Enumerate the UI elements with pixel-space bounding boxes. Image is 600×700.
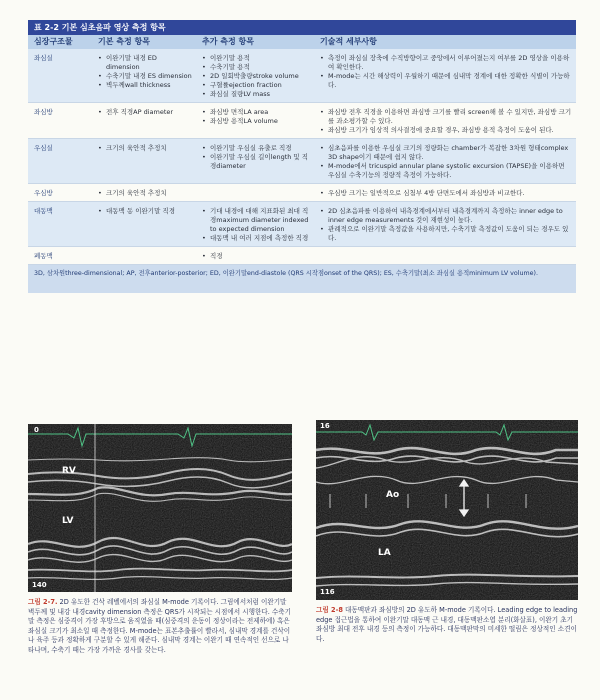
list-item: • 2D 일회박출량stroke volume bbox=[202, 72, 310, 81]
lv-mmode-trace bbox=[28, 424, 292, 592]
detail-items bbox=[314, 139, 576, 183]
list-item: • 우심방 크기는 일반적으로 심첨부 4방 단면도에서 좌심방과 비교한다. bbox=[320, 189, 572, 198]
extra-items bbox=[196, 139, 314, 183]
lv-mmode-image bbox=[28, 424, 292, 592]
fig1-bottom-scale: 140 bbox=[32, 581, 47, 589]
list-item: • 크기의 육안적 추정치 bbox=[98, 189, 192, 198]
ao-la-mmode-trace bbox=[316, 420, 578, 600]
list-item: • 직경 bbox=[202, 252, 310, 261]
structure-name: 폐동맥 bbox=[34, 252, 53, 260]
list-item: • 이완기말 내경 ED dimension bbox=[98, 54, 192, 72]
detail-items bbox=[314, 202, 576, 246]
list-item: • 측정이 좌심실 장축에 수직방향이고 중앙에서 이루어졌는지 여부를 2D 영상을 이용하여 확인한다. bbox=[320, 54, 572, 72]
fig1-label-rv: RV bbox=[62, 466, 76, 476]
list-item: • 수축기말 내경 ES dimension bbox=[98, 72, 192, 81]
list-item: • 전후 직경AP diameter bbox=[98, 108, 192, 117]
extra-items bbox=[196, 184, 314, 201]
list-item: • 대동맥 동 이완기말 직경 bbox=[98, 207, 192, 216]
table-row bbox=[28, 184, 576, 202]
list-item: • 2D 심초음파를 이용하여 내측경계에서부터 내측경계까지 측정하는 inner edge to inner edge measurements 것이 재현성이 높다. bbox=[320, 207, 572, 225]
list-item: • 관례적으로 이완기말 측정값을 사용하지만, 수축기말 측정값이 도움이 되는 경우도 있다. bbox=[320, 225, 572, 243]
table-title: 표 2-2 기본 심초음파 영상 측정 항목 bbox=[28, 20, 576, 35]
list-item: • 기대 내경에 대해 지표화된 최대 직경maximum diameter indexed to expected dimension bbox=[202, 207, 310, 234]
list-item: • 좌심방 면적LA area bbox=[202, 108, 310, 117]
basic-items bbox=[92, 247, 196, 264]
list-item: • 좌심방 크기가 임상적 의사결정에 중요할 경우, 좌심방 용적 측정이 도움이 된다. bbox=[320, 126, 572, 135]
list-item: • 좌심방 전후 직경을 이용하면 좌심방 크기를 빨리 screen해 볼 수 있지만, 좌심방 크기를 과소평가할 수 있다. bbox=[320, 108, 572, 126]
fig1-label-lv: LV bbox=[62, 516, 74, 526]
extra-items bbox=[196, 247, 314, 264]
table-row bbox=[28, 139, 576, 184]
structure-name: 좌심방 bbox=[34, 108, 53, 116]
structure-name: 좌심실 bbox=[34, 54, 53, 62]
list-item: • 좌심방 용적LA volume bbox=[202, 117, 310, 126]
detail-items bbox=[314, 49, 576, 102]
table-row bbox=[28, 202, 576, 247]
header-detail: 기술적 세부사항 bbox=[320, 37, 377, 46]
structure-name: 우심실 bbox=[34, 144, 53, 152]
fig2-caption-text: 대동맥판과 좌심방의 2D 유도하 M-mode 기록이다. Leading edge to leading edge 접근법을 통하여 이완기말 대동맥 근 내경, 대동맥판소엽 분리(화살표), 이완기 초기 좌심방 최대 전후 내경 등의 측정이 가능하다. 대동맥판막의 미세한 떨림은 정상적인 소견이다. bbox=[316, 606, 578, 643]
list-item: • 좌심실 질량LV mass bbox=[202, 90, 310, 99]
header-extra: 추가 측정 항목 bbox=[202, 37, 254, 46]
fig2-label-la: LA bbox=[378, 548, 391, 558]
structure-name: 우심방 bbox=[34, 189, 53, 197]
fig2-label-ao: Ao bbox=[386, 490, 400, 500]
list-item: • 이완기말 용적 bbox=[202, 54, 310, 63]
list-item: • M-mode에서 tricuspid annular plane systolic excursion (TAPSE)을 이용하면 우심실 수축기능의 정량적 측정이 가능하다. bbox=[320, 162, 572, 180]
fig2-caption-label: 그림 2-8 bbox=[316, 606, 343, 614]
basic-items bbox=[92, 202, 196, 246]
list-item: • 심초음파를 이용한 우심실 크기의 정량화는 chamber가 복잡한 3차원 형태complex 3D shape이기 때문에 쉽지 않다. bbox=[320, 144, 572, 162]
structure-name: 대동맥 bbox=[34, 207, 53, 215]
fig1-caption bbox=[28, 598, 292, 656]
fig1-caption-text: 2D 유도한 건삭 레벨에서의 좌심실 M-mode 기록이다. 그림에서처럼 이완기말 벽두께 및 내강 내경cavity dimension 측정은 QRS가 시작되는 시점에서 시행한다. 수축기말 측정은 심중격이 가장 후방으로 움직였을 때(심중격의 운동이 정상이라는 전제하에) 혹은 좌심실 크기가 최소일 때 측정한다. M-mode는 표본추출률이 빨라서, 심내막 경계를 건삭이나 육주 등과 정확하게 구분할 수 있게 해준다. 심내막 경계는 이완기 때 연속적인 선으로 나타나며, 수축기 때는 가장 가까운 경사를 갖는다. bbox=[28, 598, 292, 654]
basic-items bbox=[92, 103, 196, 138]
fig2-bottom-scale: 116 bbox=[320, 588, 335, 596]
basic-items bbox=[92, 184, 196, 201]
extra-items bbox=[196, 103, 314, 138]
extra-items bbox=[196, 202, 314, 246]
list-item: • 수축기말 용적 bbox=[202, 63, 310, 72]
list-item: • 이완기말 우심실 길이length 및 직경diameter bbox=[202, 153, 310, 171]
table-row bbox=[28, 103, 576, 139]
table-row bbox=[28, 49, 576, 103]
list-item: • 대동맥 내 여러 지점에 측정한 직경 bbox=[202, 234, 310, 243]
basic-items bbox=[92, 139, 196, 183]
extra-items bbox=[196, 49, 314, 102]
list-item: • 벽두께wall thickness bbox=[98, 81, 192, 90]
table-footnote: 3D, 삼차원three-dimensional; AP, 전후anterior-posterior; ED, 이완기말end-diastole (QRS 시작점onset of the QRS); ES, 수축기말(최소 좌심실 용적minimum LV volume). bbox=[28, 265, 576, 293]
list-item: • 크기의 육안적 추정치 bbox=[98, 144, 192, 153]
fig2-caption bbox=[316, 606, 578, 644]
list-item: • 구혈률ejection fraction bbox=[202, 81, 310, 90]
header-structure: 심장구조물 bbox=[34, 37, 73, 46]
header-basic: 기본 측정 항목 bbox=[98, 37, 150, 46]
table-row bbox=[28, 247, 576, 265]
fig1-caption-label: 그림 2-7. bbox=[28, 598, 58, 606]
list-item: • 이완기말 우심실 유출로 직경 bbox=[202, 144, 310, 153]
detail-items bbox=[314, 247, 576, 264]
fig1-top-scale: 0 bbox=[34, 426, 39, 434]
table-header bbox=[28, 35, 576, 49]
basic-items bbox=[92, 49, 196, 102]
measurement-table bbox=[28, 20, 576, 293]
fig2-top-scale: 16 bbox=[320, 422, 330, 430]
ao-la-mmode-image bbox=[316, 420, 578, 600]
list-item: • M-mode는 시간 해상력이 우월하기 때문에 심내막 경계에 대한 정확한 식별이 가능하다. bbox=[320, 72, 572, 90]
detail-items bbox=[314, 184, 576, 201]
detail-items bbox=[314, 103, 576, 138]
